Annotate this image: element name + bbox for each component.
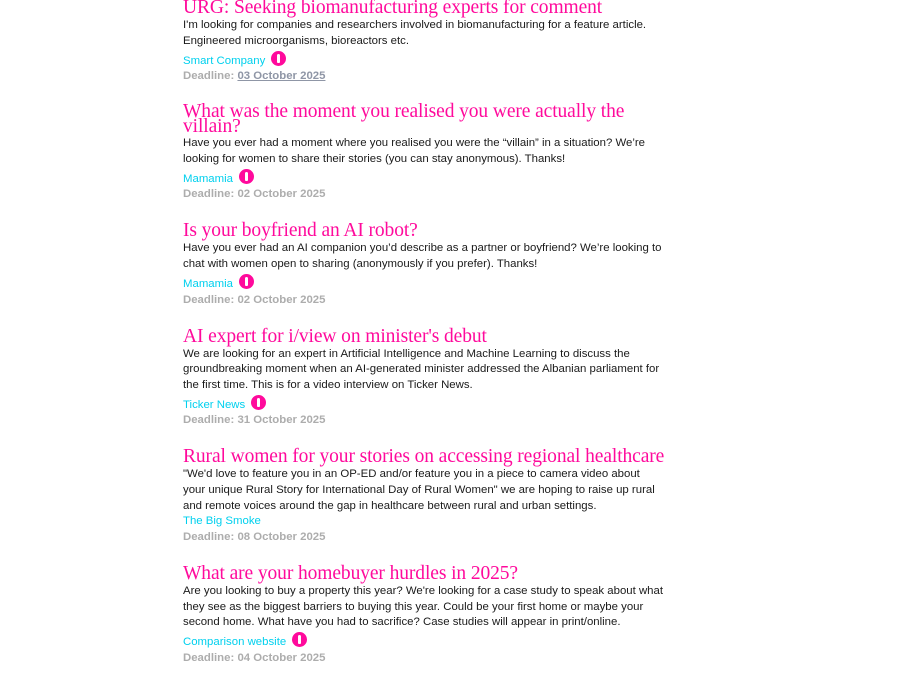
deadline-label: Deadline: (183, 70, 235, 83)
outlet-link[interactable]: Ticker News (183, 398, 246, 411)
request-title[interactable]: What was the moment you realised you were actually the villain? (183, 101, 625, 138)
info-icon[interactable] (292, 632, 307, 647)
deadline-date: 04 October 2025 (237, 651, 326, 664)
request-item (183, 445, 673, 545)
info-icon[interactable] (239, 274, 254, 289)
request-item (183, 100, 673, 202)
deadline-date: 31 October 2025 (237, 414, 326, 427)
deadline (183, 293, 673, 308)
deadline-label: Deadline: (183, 414, 235, 427)
request-title[interactable]: Rural women for your stories on accessing regional healthcare (183, 446, 665, 468)
outlet-row (183, 51, 673, 68)
request-title[interactable]: URG: Seeking biomanufacturing experts for comment (183, 0, 603, 18)
request-description: Are you looking to buy a property this year? We're looking for a case study to speak about what they see as the biggest barriers to buying this year. Could be your first home or maybe your second home. What have you had to sacrifice? Case studies will appear in print/online. (183, 585, 664, 629)
deadline (183, 530, 673, 545)
request-item (183, 219, 673, 307)
deadline-label: Deadline: (183, 651, 235, 664)
outlet-row (183, 169, 673, 186)
request-title[interactable]: What are your homebuyer hurdles in 2025? (183, 563, 518, 585)
deadline (183, 69, 673, 84)
request-item (183, 0, 673, 84)
outlet-link[interactable]: Smart Company (183, 54, 266, 67)
request-description: I'm looking for companies and researchers involved in biomanufacturing for a feature article. Engineered microorganisms, bioreactors etc. (183, 19, 647, 47)
deadline-date: 02 October 2025 (237, 293, 326, 306)
outlet-link[interactable]: Comparison website (183, 636, 287, 649)
request-title[interactable]: Is your boyfriend an AI robot? (183, 220, 418, 242)
deadline-date-link[interactable]: 03 October 2025 (237, 70, 326, 83)
info-icon[interactable] (251, 395, 266, 410)
outlet-link[interactable]: The Big Smoke (183, 515, 261, 528)
info-icon[interactable] (271, 51, 286, 66)
deadline-date: 02 October 2025 (237, 188, 326, 201)
info-icon[interactable] (239, 169, 254, 184)
request-description: Have you ever had an AI companion you’d describe as a partner or boyfriend? We’re looking to chat with women open to sharing (anonymously if you prefer). Thanks! (183, 242, 662, 270)
deadline (183, 651, 673, 666)
deadline-date: 08 October 2025 (237, 531, 326, 544)
request-description: "We'd love to feature you in an OP-ED and/or feature you in a piece to camera video about your unique Rural Story for International Day of Rural Women" we are hoping to raise up rural and remote voices around the gap in healthcare between rural and urban settings. (183, 468, 655, 512)
request-title[interactable]: AI expert for i/view on minister's debut (183, 325, 487, 347)
deadline-label: Deadline: (183, 293, 235, 306)
request-item (183, 562, 673, 666)
outlet-link[interactable]: Mamamia (183, 172, 234, 185)
request-description: We are looking for an expert in Artificial Intelligence and Machine Learning to discuss the groundbreaking moment when an AI-generated minister addressed the Albanian parliament for the first time. This is for a video interview on Ticker News. (183, 347, 660, 391)
outlet-link[interactable]: Mamamia (183, 278, 234, 291)
deadline (183, 187, 673, 202)
outlet-row (183, 633, 673, 650)
request-item (183, 325, 673, 429)
request-description: Have you ever had a moment where you realised you were the “villain” in a situation? We’re looking for women to share their stories (you can stay anonymous). Thanks! (183, 137, 645, 165)
outlet-row (183, 395, 673, 412)
deadline-label: Deadline: (183, 188, 235, 201)
outlet-row (183, 514, 673, 529)
outlet-row (183, 275, 673, 292)
media-requests-list (183, 0, 673, 680)
deadline (183, 413, 673, 428)
deadline-label: Deadline: (183, 531, 235, 544)
